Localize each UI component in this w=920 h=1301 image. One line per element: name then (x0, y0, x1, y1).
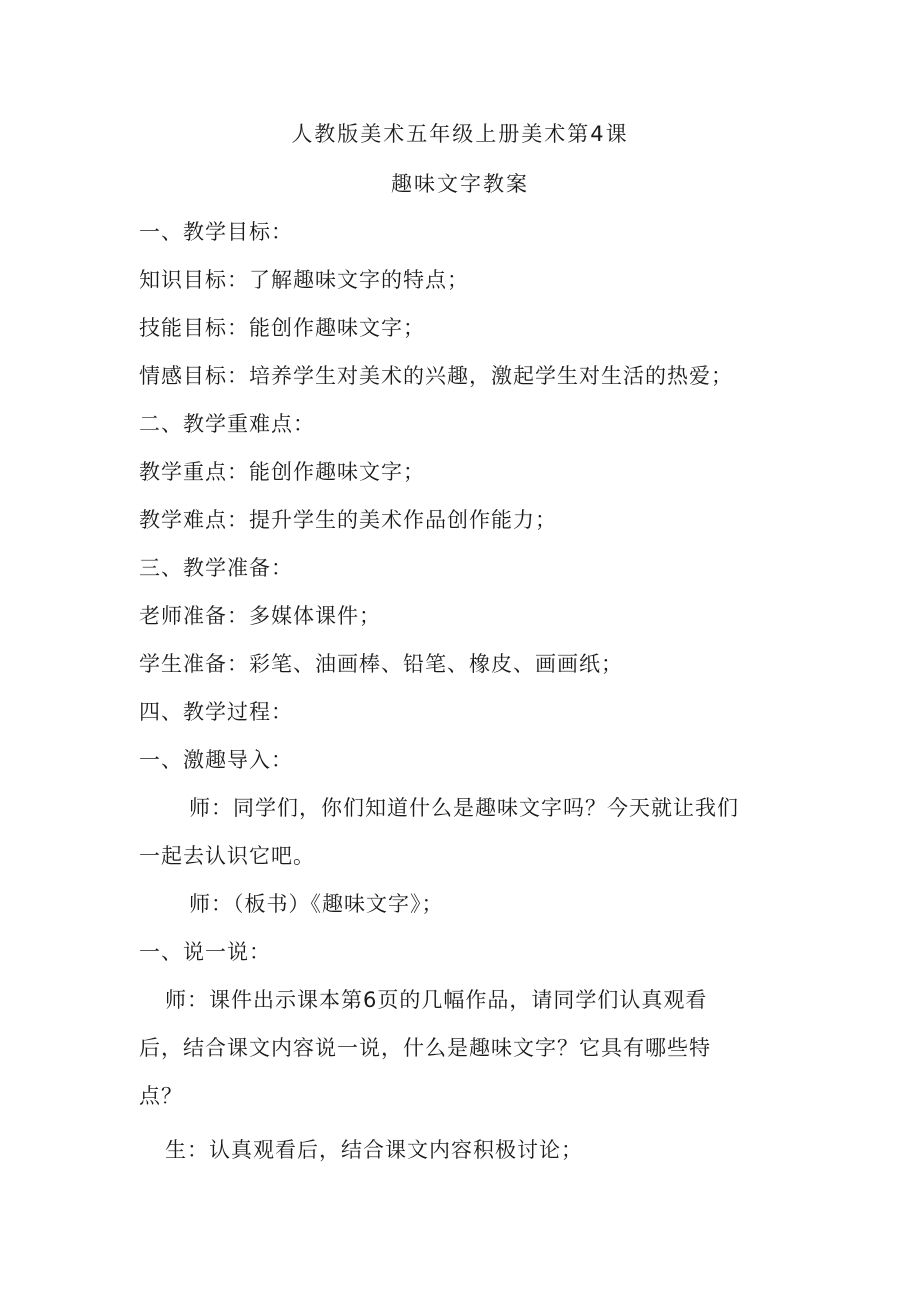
section-heading-objectives: 一、教学目标： (139, 220, 293, 244)
paragraph-line: 点？ (139, 1084, 183, 1108)
paragraph-line: 一起去认识它吧。 (139, 844, 315, 868)
paragraph-line: 知识目标：了解趣味文字的特点； (139, 268, 469, 292)
subsection-heading: 一、说一说： (139, 940, 271, 964)
paragraph-line: 老师准备：多媒体课件； (139, 604, 381, 628)
section-heading-process: 四、教学过程： (139, 700, 293, 724)
document-title: 人教版美术五年级上册美术第4课 (291, 122, 629, 146)
document-subtitle: 趣味文字教案 (391, 172, 529, 196)
paragraph-line: 技能目标：能创作趣味文字； (139, 316, 425, 340)
paragraph-line: 教学难点：提升学生的美术作品创作能力； (139, 508, 557, 532)
section-heading-key-points: 二、教学重难点： (139, 412, 315, 436)
paragraph-line: 教学重点：能创作趣味文字； (139, 460, 425, 484)
paragraph-line: 师：（板书）《趣味文字》； (189, 892, 444, 916)
paragraph-line: 后，结合课文内容说一说，什么是趣味文字？它具有哪些特 (139, 1036, 711, 1060)
paragraph-line: 生：认真观看后，结合课文内容积极讨论； (165, 1138, 583, 1162)
subsection-heading: 一、激趣导入： (139, 748, 293, 772)
paragraph-line: 师：同学们，你们知道什么是趣味文字吗？今天就让我们 (189, 796, 739, 820)
paragraph-line: 情感目标：培养学生对美术的兴趣，激起学生对生活的热爱； (139, 364, 733, 388)
paragraph-line: 师：课件出示课本第6页的几幅作品，请同学们认真观看 (165, 988, 708, 1012)
section-heading-preparation: 三、教学准备： (139, 556, 293, 580)
paragraph-line: 学生准备：彩笔、油画棒、铅笔、橡皮、画画纸； (139, 652, 623, 676)
